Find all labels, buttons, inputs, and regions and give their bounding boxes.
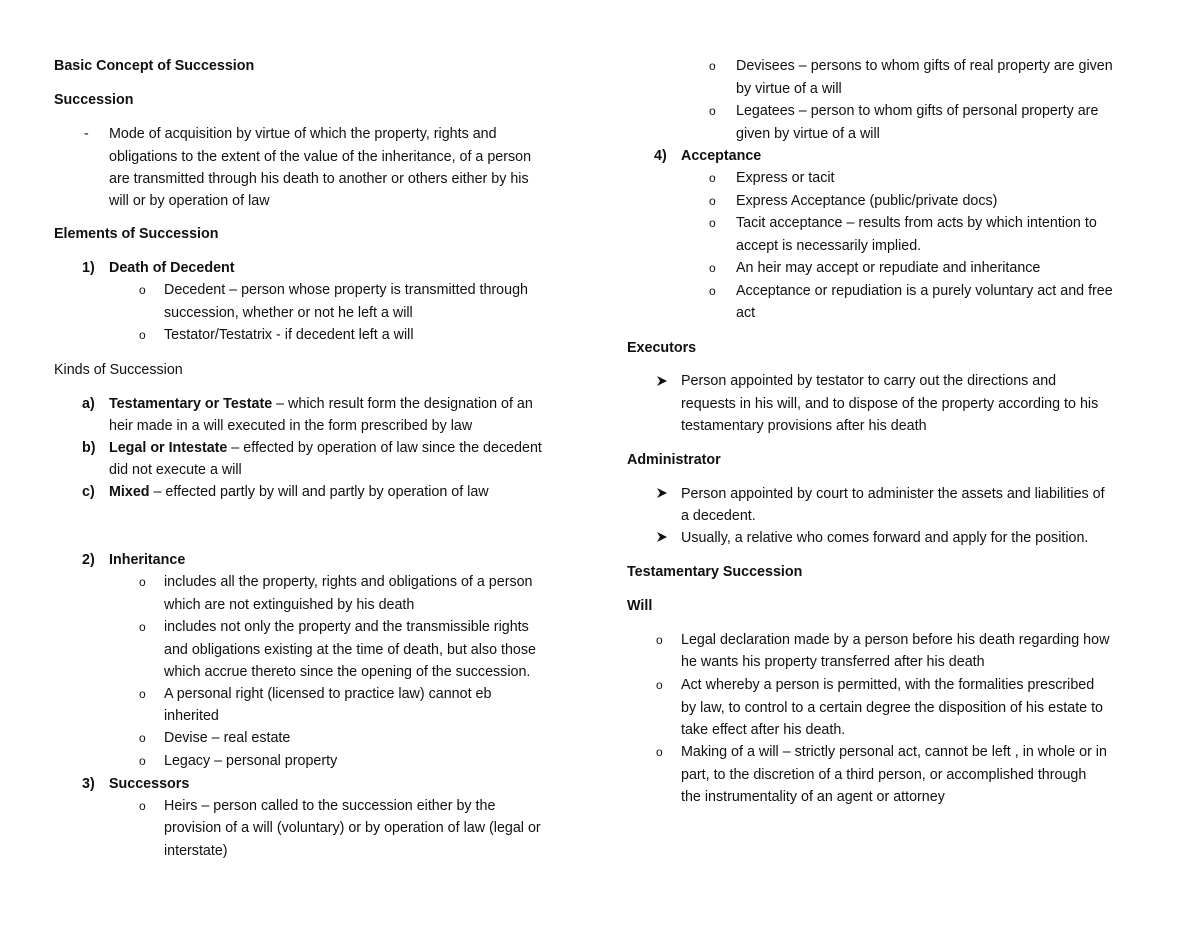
arrow-bullet-icon [656,531,668,543]
sub-item-line: Decedent – person whose property is transmitted through [164,282,528,298]
kind-desc: – which result form the designation of an [272,396,533,412]
sub-item-line: includes not only the property and the transmissible rights [164,619,529,635]
sub-item-line: A personal right (licensed to practice law) cannot eb [164,686,492,702]
list-item-line: part, to the discretion of a third person, or accomplished through [681,766,1087,783]
sub-item-line: act [736,305,756,321]
bullet-marker: o [709,216,716,230]
heading-administrator: Administrator [627,452,721,468]
kind-testate [109,393,533,416]
item-inheritance: Inheritance [109,552,186,568]
doc-title: Basic Concept of Succession [54,58,255,74]
bullet-marker: o [139,620,146,634]
kind-line: did not execute a will [109,462,242,478]
list-item-line: by law, to control to a certain degree the disposition of his estate to [681,699,1104,716]
sub-item-line: provision of a will (voluntary) or by operation of law (legal or [164,820,541,836]
list-number: 2) [82,552,95,568]
succession-def-line: Mode of acquisition by virtue of which the property, rights and [109,126,497,142]
sub-item-line: Express or tacit [736,170,835,186]
list-letter: c) [82,484,95,500]
bullet-marker: o [139,799,146,813]
sub-item-line: which are not extinguished by his death [164,597,415,613]
kind-intestate [109,437,542,460]
heading-kinds: Kinds of Succession [54,362,183,378]
list-item-line: Usually, a relative who comes forward and apply for the position. [681,530,1089,546]
sub-item-line: which accrue thereto since the opening of the succession. [164,664,531,680]
sub-item-line: Tacit acceptance – results from acts by which intention to [736,215,1097,231]
sub-item-line: Acceptance or repudiation is a purely voluntary act and free [736,282,1113,299]
kind-line: heir made in a will executed in the form prescribed by law [109,418,473,434]
sub-item-line: Legacy – personal property [164,753,338,769]
list-number: 4) [654,148,667,164]
sub-item-line: Heirs – person called to the succession either by the [164,798,496,814]
succession-def-line: will or by operation of law [109,193,270,209]
list-item-line: Person appointed by court to administer the assets and liabilities of [681,486,1105,502]
sub-item-line: Testator/Testatrix - if decedent left a will [164,327,414,343]
bullet-marker: o [656,633,663,647]
bullet-marker: o [139,283,146,297]
kind-desc: – effected by operation of law since the decedent [227,440,542,456]
sub-item-line: accept is necessarily implied. [736,237,922,254]
sub-item-line: Devise – real estate [164,730,291,746]
sub-item-line: and obligations existing at the time of death, but also those [164,641,536,658]
bullet-marker: o [139,328,146,342]
item-death-of-decedent: Death of Decedent [109,260,235,276]
list-item-line: testamentary provisions after his death [681,418,927,434]
heading-will: Will [627,598,653,614]
bullet-marker: o [139,575,146,589]
bullet-marker: o [709,59,716,73]
bullet-marker: o [139,687,146,701]
sub-item-line: by virtue of a will [736,80,842,97]
arrow-bullet-icon [656,375,668,387]
list-letter: b) [82,440,96,456]
list-number: 1) [82,260,95,276]
list-item-line: a decedent. [681,508,756,524]
list-item-line: the instrumentality of an agent or attorney [681,789,945,805]
succession-def-line: are transmitted through his death to another or others either by his [109,171,529,187]
kind-mixed [109,481,489,504]
sub-item-line: Legatees – person to whom gifts of personal property are [736,103,1099,119]
list-letter: a) [82,396,95,412]
sub-item-line: given by virtue of a will [736,125,880,142]
list-item-line: Person appointed by testator to carry out the directions and [681,373,1057,389]
list-item-line: he wants his property transferred after his death [681,654,985,670]
bullet-marker: o [709,171,716,185]
bullet-marker: o [656,745,663,759]
arrow-bullet-icon [656,487,668,499]
heading-elements: Elements of Succession [54,226,219,242]
list-number: 3) [82,776,95,792]
heading-executors: Executors [627,340,697,356]
sub-item-line: Express Acceptance (public/private docs) [736,192,998,209]
bullet-marker: o [709,104,716,118]
bullet-marker: o [139,754,146,768]
sub-item-line: succession, whether or not he left a will [164,304,413,321]
kind-label: Mixed [109,484,150,500]
heading-testamentary-succession: Testamentary Succession [627,564,803,580]
kind-desc: – effected partly by will and partly by operation of law [149,484,489,500]
item-successors: Successors [109,776,190,792]
sub-item-line: inherited [164,708,219,724]
sub-item-line: includes all the property, rights and obligations of a person [164,574,533,590]
list-item-line: take effect after his death. [681,722,846,738]
item-acceptance: Acceptance [681,148,762,164]
list-item-line: Legal declaration made by a person before his death regarding how [681,632,1110,648]
bullet-marker: o [139,731,146,745]
bullet-marker: o [709,261,716,275]
bullet-marker: o [709,193,716,208]
succession-def-line: obligations to the extent of the value of the inheritance, of a person [109,148,532,165]
sub-item-line: interstate) [164,843,228,859]
list-item-line: Making of a will – strictly personal act, cannot be left , in whole or in [681,744,1107,760]
heading-succession: Succession [54,92,134,108]
dash-marker: - [84,126,89,142]
bullet-marker: o [656,678,663,692]
kind-label: Testamentary or Testate [109,396,273,412]
bullet-marker: o [709,283,716,298]
sub-item-line: An heir may accept or repudiate and inheritance [736,260,1041,276]
list-item-line: Act whereby a person is permitted, with the formalities prescribed [681,677,1095,693]
sub-item-line: Devisees – persons to whom gifts of real property are given [736,58,1113,74]
kind-label: Legal or Intestate [109,440,228,456]
list-item-line: requests in his will, and to dispose of the property according to his [681,395,1099,412]
